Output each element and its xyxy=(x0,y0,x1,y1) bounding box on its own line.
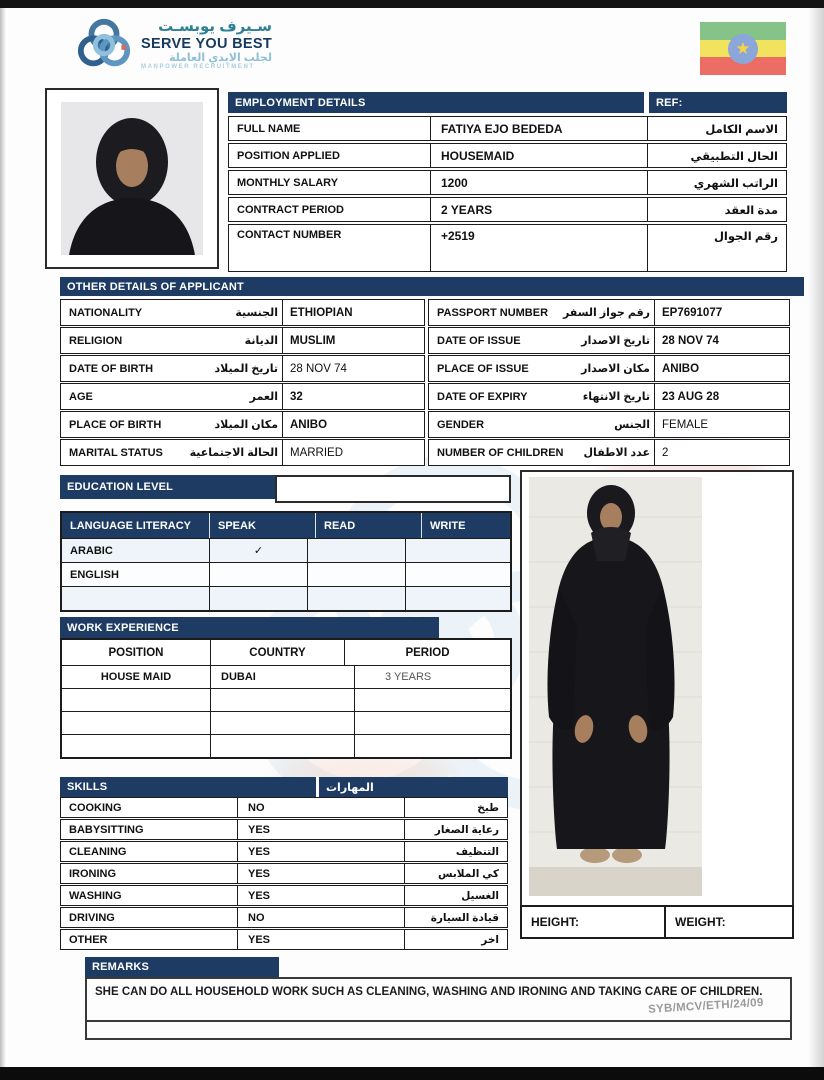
headshot-image xyxy=(61,102,203,255)
field-label-arabic: العمر xyxy=(249,391,278,403)
table-row xyxy=(228,197,787,222)
employment-details-header xyxy=(228,92,787,113)
country-cell xyxy=(211,712,355,734)
table-row xyxy=(62,586,510,610)
other-details-left-column xyxy=(60,299,425,467)
table-row xyxy=(62,538,510,562)
document-ref-code: SYB/MCV/ETH/24/09 xyxy=(647,996,764,1016)
field-label-arabic: الحال التطبيقي xyxy=(690,150,778,163)
table-row xyxy=(428,411,790,438)
field-label: MONTHLY SALARY xyxy=(229,171,431,194)
table-row xyxy=(60,841,508,862)
ref-label: REF: xyxy=(649,92,787,113)
employment-details-title: EMPLOYMENT DETAILS xyxy=(228,92,644,113)
skill-label: CLEANING xyxy=(61,842,238,861)
skill-label: WASHING xyxy=(61,886,238,905)
field-value: MARRIED xyxy=(290,446,344,459)
applicant-headshot-photo xyxy=(45,88,219,269)
field-label: RELIGION xyxy=(69,334,123,347)
field-label: PLACE OF ISSUE xyxy=(437,362,529,375)
flag-star-emblem: ★ xyxy=(728,34,758,64)
period-cell xyxy=(355,689,510,711)
field-label: MARITAL STATUS xyxy=(69,446,163,459)
scan-edge-bottom xyxy=(0,1067,824,1080)
skill-label-arabic: اخر xyxy=(481,933,499,946)
other-details-right-column xyxy=(428,299,790,467)
field-label-arabic: الديانة xyxy=(244,335,278,347)
skill-value: YES xyxy=(238,930,405,949)
weight-label: WEIGHT: xyxy=(675,915,726,929)
table-row xyxy=(60,299,425,326)
field-label: NATIONALITY xyxy=(69,306,143,319)
table-row xyxy=(228,143,787,168)
field-label-arabic: رقم الجوال xyxy=(713,231,778,243)
field-value: 2 xyxy=(662,446,669,459)
field-label-arabic: تاريخ الاصدار xyxy=(581,335,650,347)
write-cell xyxy=(406,587,510,610)
field-value: 1200 xyxy=(431,171,648,194)
speak-cell xyxy=(210,563,308,586)
table-row xyxy=(60,355,425,382)
table-row xyxy=(60,383,425,410)
field-label-arabic: الحالة الاجتماعية xyxy=(189,447,278,459)
column-header: COUNTRY xyxy=(211,640,345,665)
country-cell xyxy=(211,735,355,757)
skill-value: NO xyxy=(238,798,405,817)
table-row xyxy=(60,907,508,928)
field-value: ETHIOPIAN xyxy=(290,306,353,319)
table-row xyxy=(62,562,510,586)
table-row xyxy=(60,411,425,438)
write-cell xyxy=(406,539,510,562)
field-label-arabic: الاسم الكامل xyxy=(705,123,778,136)
field-label-arabic: الجنس xyxy=(614,419,650,431)
column-header: SPEAK xyxy=(210,513,316,538)
field-label: FULL NAME xyxy=(229,117,431,140)
height-label: HEIGHT: xyxy=(522,907,666,937)
field-label: PLACE OF BIRTH xyxy=(69,418,162,431)
field-label: POSITION APPLIED xyxy=(229,144,431,167)
column-header: LANGUAGE LITERACY xyxy=(62,513,210,538)
ethiopia-flag-icon xyxy=(700,22,786,75)
field-label-arabic: الجنسية xyxy=(235,307,278,319)
write-cell xyxy=(406,563,510,586)
other-details-header-right xyxy=(428,277,804,296)
position-cell xyxy=(62,712,211,734)
field-value: FEMALE xyxy=(662,418,709,431)
agency-logo xyxy=(75,16,272,74)
field-value: 32 xyxy=(290,390,303,403)
skill-label: DRIVING xyxy=(61,908,238,927)
skill-label-arabic: طبخ xyxy=(477,801,499,814)
column-header: POSITION xyxy=(62,640,211,665)
measurements-row xyxy=(520,905,794,939)
skill-label-arabic: التنظيف xyxy=(455,845,499,858)
table-row xyxy=(60,327,425,354)
field-label: NUMBER OF CHILDREN xyxy=(437,446,564,459)
field-label-arabic: مدة العقد xyxy=(724,204,778,217)
skill-label-arabic: كي الملابس xyxy=(438,867,499,880)
speak-cell xyxy=(210,587,308,610)
skill-label-arabic: رعاية الصغار xyxy=(434,823,499,836)
table-row xyxy=(428,299,790,326)
period-cell xyxy=(355,735,510,757)
table-row xyxy=(60,797,508,818)
employment-details-section xyxy=(228,92,787,274)
applicant-fullbody-photo xyxy=(520,470,794,907)
table-row xyxy=(60,819,508,840)
skills-header xyxy=(60,777,508,797)
skill-label: BABYSITTING xyxy=(61,820,238,839)
field-label-arabic: رقم جواز السفر xyxy=(562,307,650,319)
language-name xyxy=(62,587,210,610)
language-literacy-table xyxy=(60,511,512,612)
education-level-value-box xyxy=(275,475,511,503)
country-cell: DUBAI xyxy=(211,666,355,688)
remarks-title: REMARKS xyxy=(85,957,279,977)
skills-title: SKILLS xyxy=(60,777,316,797)
skill-value: YES xyxy=(238,820,405,839)
column-header: WRITE xyxy=(430,519,466,532)
table-row xyxy=(62,689,510,712)
work-experience-header-right xyxy=(276,617,439,638)
table-row xyxy=(428,383,790,410)
scan-edge-left xyxy=(0,8,6,1067)
column-header: PERIOD xyxy=(405,646,450,659)
field-label: GENDER xyxy=(437,418,485,431)
column-header: READ xyxy=(316,513,422,538)
agency-logo-icon xyxy=(75,16,133,74)
skill-value: YES xyxy=(238,886,405,905)
table-row xyxy=(60,929,508,950)
field-label: CONTRACT PERIOD xyxy=(229,198,431,221)
table-row xyxy=(62,666,510,689)
country-cell xyxy=(211,689,355,711)
field-label-arabic: الراتب الشهري xyxy=(693,177,778,190)
position-cell xyxy=(62,689,211,711)
read-cell xyxy=(308,587,406,610)
work-experience-table xyxy=(60,638,512,759)
read-cell xyxy=(308,563,406,586)
skill-value: NO xyxy=(238,908,405,927)
field-label-arabic: تاريخ الانتهاء xyxy=(582,391,650,403)
table-row xyxy=(62,712,510,735)
agency-tagline: MANPOWER RECRUITMENT xyxy=(141,64,255,71)
table-row xyxy=(60,863,508,884)
field-label: CONTACT NUMBER xyxy=(229,225,431,271)
remarks-text: SHE CAN DO ALL HOUSEHOLD WORK SUCH AS CLEANING, WASHING AND IRONING AND TAKING CARE OF CHILDREN. xyxy=(95,986,763,998)
table-row xyxy=(228,116,787,141)
scan-edge-top xyxy=(0,0,824,8)
table-row xyxy=(228,170,787,195)
work-experience-title: WORK EXPERIENCE xyxy=(60,617,287,638)
skill-label-arabic: الغسيل xyxy=(461,889,499,902)
table-row xyxy=(428,355,790,382)
field-value: 23 AUG 28 xyxy=(662,390,720,403)
field-label-arabic: مكان الاصدار xyxy=(581,363,650,375)
skills-title-arabic: المهارات xyxy=(319,777,508,797)
education-level-title: EDUCATION LEVEL xyxy=(60,475,287,499)
employment-rows xyxy=(228,116,787,272)
other-details-title: OTHER DETAILS OF APPLICANT xyxy=(60,277,439,296)
skill-label-arabic: قيادة السيارة xyxy=(430,911,499,924)
table-row xyxy=(428,439,790,466)
table-row xyxy=(60,885,508,906)
field-label: DATE OF ISSUE xyxy=(437,334,521,347)
position-cell xyxy=(62,735,211,757)
skill-label: COOKING xyxy=(61,798,238,817)
period-cell xyxy=(355,712,510,734)
scan-edge-right xyxy=(808,8,824,1067)
skills-table xyxy=(60,797,508,951)
skill-label: IRONING xyxy=(61,864,238,883)
field-label-arabic: مكان الميلاد xyxy=(214,419,278,431)
skill-label: OTHER xyxy=(61,930,238,949)
read-cell xyxy=(308,539,406,562)
period-cell: 3 YEARS xyxy=(385,671,432,683)
language-table-header xyxy=(62,513,510,538)
agency-name-arabic: سـيرف يوبسـت xyxy=(158,17,272,35)
field-label: DATE OF BIRTH xyxy=(69,362,154,375)
work-experience-header-row xyxy=(62,640,510,666)
field-value: 28 NOV 74 xyxy=(662,334,719,347)
field-value: 28 NOV 74 xyxy=(290,362,347,375)
field-label-arabic: عدد الاطفال xyxy=(583,447,650,459)
table-row xyxy=(62,735,510,757)
field-label: PASSPORT NUMBER xyxy=(437,306,549,319)
language-name: ENGLISH xyxy=(62,563,210,586)
field-value: HOUSEMAID xyxy=(431,144,648,167)
agency-tagline-arabic: لجلب الايدي العاملة xyxy=(168,52,272,64)
field-value: 2 YEARS xyxy=(431,198,648,221)
field-value: +2519 xyxy=(431,225,648,271)
skill-value: YES xyxy=(238,842,405,861)
remarks-divider xyxy=(85,1020,792,1022)
table-row xyxy=(428,327,790,354)
skill-value: YES xyxy=(238,864,405,883)
field-value: EP7691077 xyxy=(662,306,723,319)
language-name: ARABIC xyxy=(62,539,210,562)
field-label: DATE OF EXPIRY xyxy=(437,390,528,403)
fullbody-image xyxy=(529,477,702,896)
field-value: MUSLIM xyxy=(290,334,336,347)
table-row xyxy=(60,439,425,466)
speak-checkmark-icon: ✓ xyxy=(210,539,308,562)
table-row xyxy=(228,224,787,272)
field-value: FATIYA EJO BEDEDA xyxy=(431,117,648,140)
agency-name: SERVE YOU BEST xyxy=(141,35,272,52)
field-value: ANIBO xyxy=(290,418,328,431)
field-label: AGE xyxy=(69,390,93,403)
field-label-arabic: تاريخ الميلاد xyxy=(214,363,278,375)
position-cell: HOUSE MAID xyxy=(62,666,211,688)
field-value: ANIBO xyxy=(662,362,700,375)
